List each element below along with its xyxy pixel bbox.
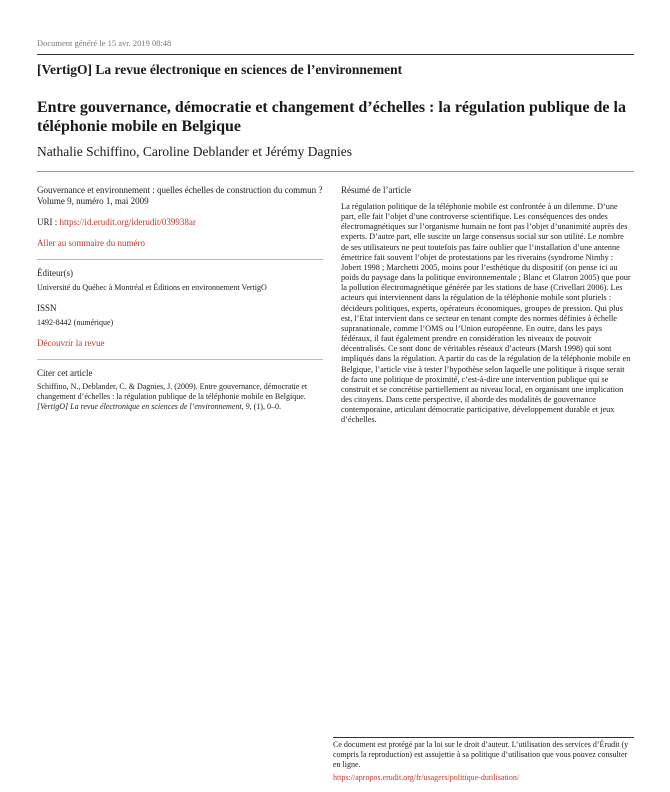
journal-title: [VertigO] La revue électronique en sciences de l’environnement: [37, 62, 403, 77]
citation-journal: [VertigO] La revue électronique en sciences de l’environnement: [37, 402, 242, 411]
discover-link[interactable]: Découvrir la revue: [37, 338, 105, 348]
section-rule: [37, 171, 634, 172]
sidebar-divider-2: [37, 359, 323, 360]
uri-line: [37, 217, 325, 228]
citation-volume: 9: [245, 402, 250, 411]
article-title: Entre gouvernance, démocratie et changement d’échelles : la régulation publique de la téléphonie mobile en Belgique: [37, 99, 626, 135]
cite-heading: Citer cet article: [37, 368, 93, 378]
abstract-heading: Résumé de l’article: [341, 185, 411, 195]
citation-sep: ,: [241, 402, 246, 411]
citation-tail: , (1), 0–0.: [249, 402, 281, 411]
sidebar-divider: [37, 259, 323, 260]
summary-link[interactable]: Aller au sommaire du numéro: [37, 238, 145, 248]
generated-date: Document généré le 15 avr. 2019 08:48: [37, 38, 172, 48]
publishers-heading: Éditeur(s): [37, 268, 73, 278]
citation-main: Schiffino, N., Deblander, C. & Dagnies, J. (2009). Entre gouvernance, démocratie et changement d’échelles : la régulation publique de la téléphonie mobile en Belgique.: [37, 382, 308, 401]
issn-value: 1492-8442 (numérique): [37, 318, 114, 327]
header-rule: [37, 54, 634, 55]
issn-heading: ISSN: [37, 303, 57, 313]
uri-link[interactable]: https://id.erudit.org/iderudit/039938ar: [59, 217, 196, 227]
footer-notice: Ce document est protégé par la loi sur le droit d’auteur. L’utilisation des services d’Érudit (y compris la reproduction) est assujettie à sa politique d’utilisation que vous pouvez consulter en ligne.: [333, 740, 629, 769]
citation: [37, 382, 325, 412]
uri-label: URI :: [37, 217, 60, 227]
abstract-text: La régulation politique de la téléphonie mobile est confrontée à un dilemme. D’une part, elle fait l’objet d’une controverse scientifique. Les conséquences des ondes électromagnétiques sur l’organisme humain ne font pas l’objet d’unanimité auprès des experts. D’autre part, elle suscite un large consensus social sur son utilité. Le nombre de ses utilisateurs ne peut toutefois pas faire oublier que l’installation d’une antenne émettrice fait souvent l’objet de protestations par les riverains (syndrome Nimby : Jobert 1998 ; Marchetti 2005, moins pour l’esthétique du dispositif (on pense ici au poids du paysage dans la politique environnementale ; Blanc et Glatron 2005) que pour la pollution électromagnétique générée par les stations de base (Crivellari 2006). Les acteurs qui interviennent dans la régulation de la téléphonie mobile sont pluriels : décideurs politiques, experts, opérateurs économiques, groupes de pression. Qui plus est, l’Etat intervient dans ce secteur en tenant compte des normes définies à échelle supranationale, comme l’OMS ou l’Union européenne. En outre, dans les pays fédéraux, il faut également prendre en considération les niveaux de pouvoir décentralisés. Ce sont donc de véritables réseaux d’acteurs (Marsh 1998) qui sont impliqués dans la régulation. A partir du cas de la régulation de la téléphonie mobile en Belgique, l’article vise à tester l’hypothèse selon laquelle une politique à risque serait de facto une politique de proximité, c’est-à-dire une intervention publique qui se construit et se concrétise partiellement au niveau local, en organisant une implication des citoyens. Dans cette perspective, il aborde des modalités de gouvernance contemporaine, articulant démocratie participative, développement durable et jeux d’échelles.: [341, 202, 631, 425]
publishers: Université du Québec à Montréal et Éditions en environnement VertigO: [37, 283, 267, 292]
issue-volume: Volume 9, numéro 1, mai 2009: [37, 196, 149, 206]
sidebar: [37, 185, 325, 412]
footer: [333, 740, 633, 783]
footer-rule: [333, 737, 634, 738]
policy-link[interactable]: https://apropos.erudit.org/fr/usagers/politique-dutilisation/: [333, 773, 520, 782]
issue-title: Gouvernance et environnement : quelles échelles de construction du commun ?: [37, 185, 323, 195]
abstract-section: [341, 185, 631, 425]
article-authors: Nathalie Schiffino, Caroline Deblander et Jérémy Dagnies: [37, 144, 353, 159]
